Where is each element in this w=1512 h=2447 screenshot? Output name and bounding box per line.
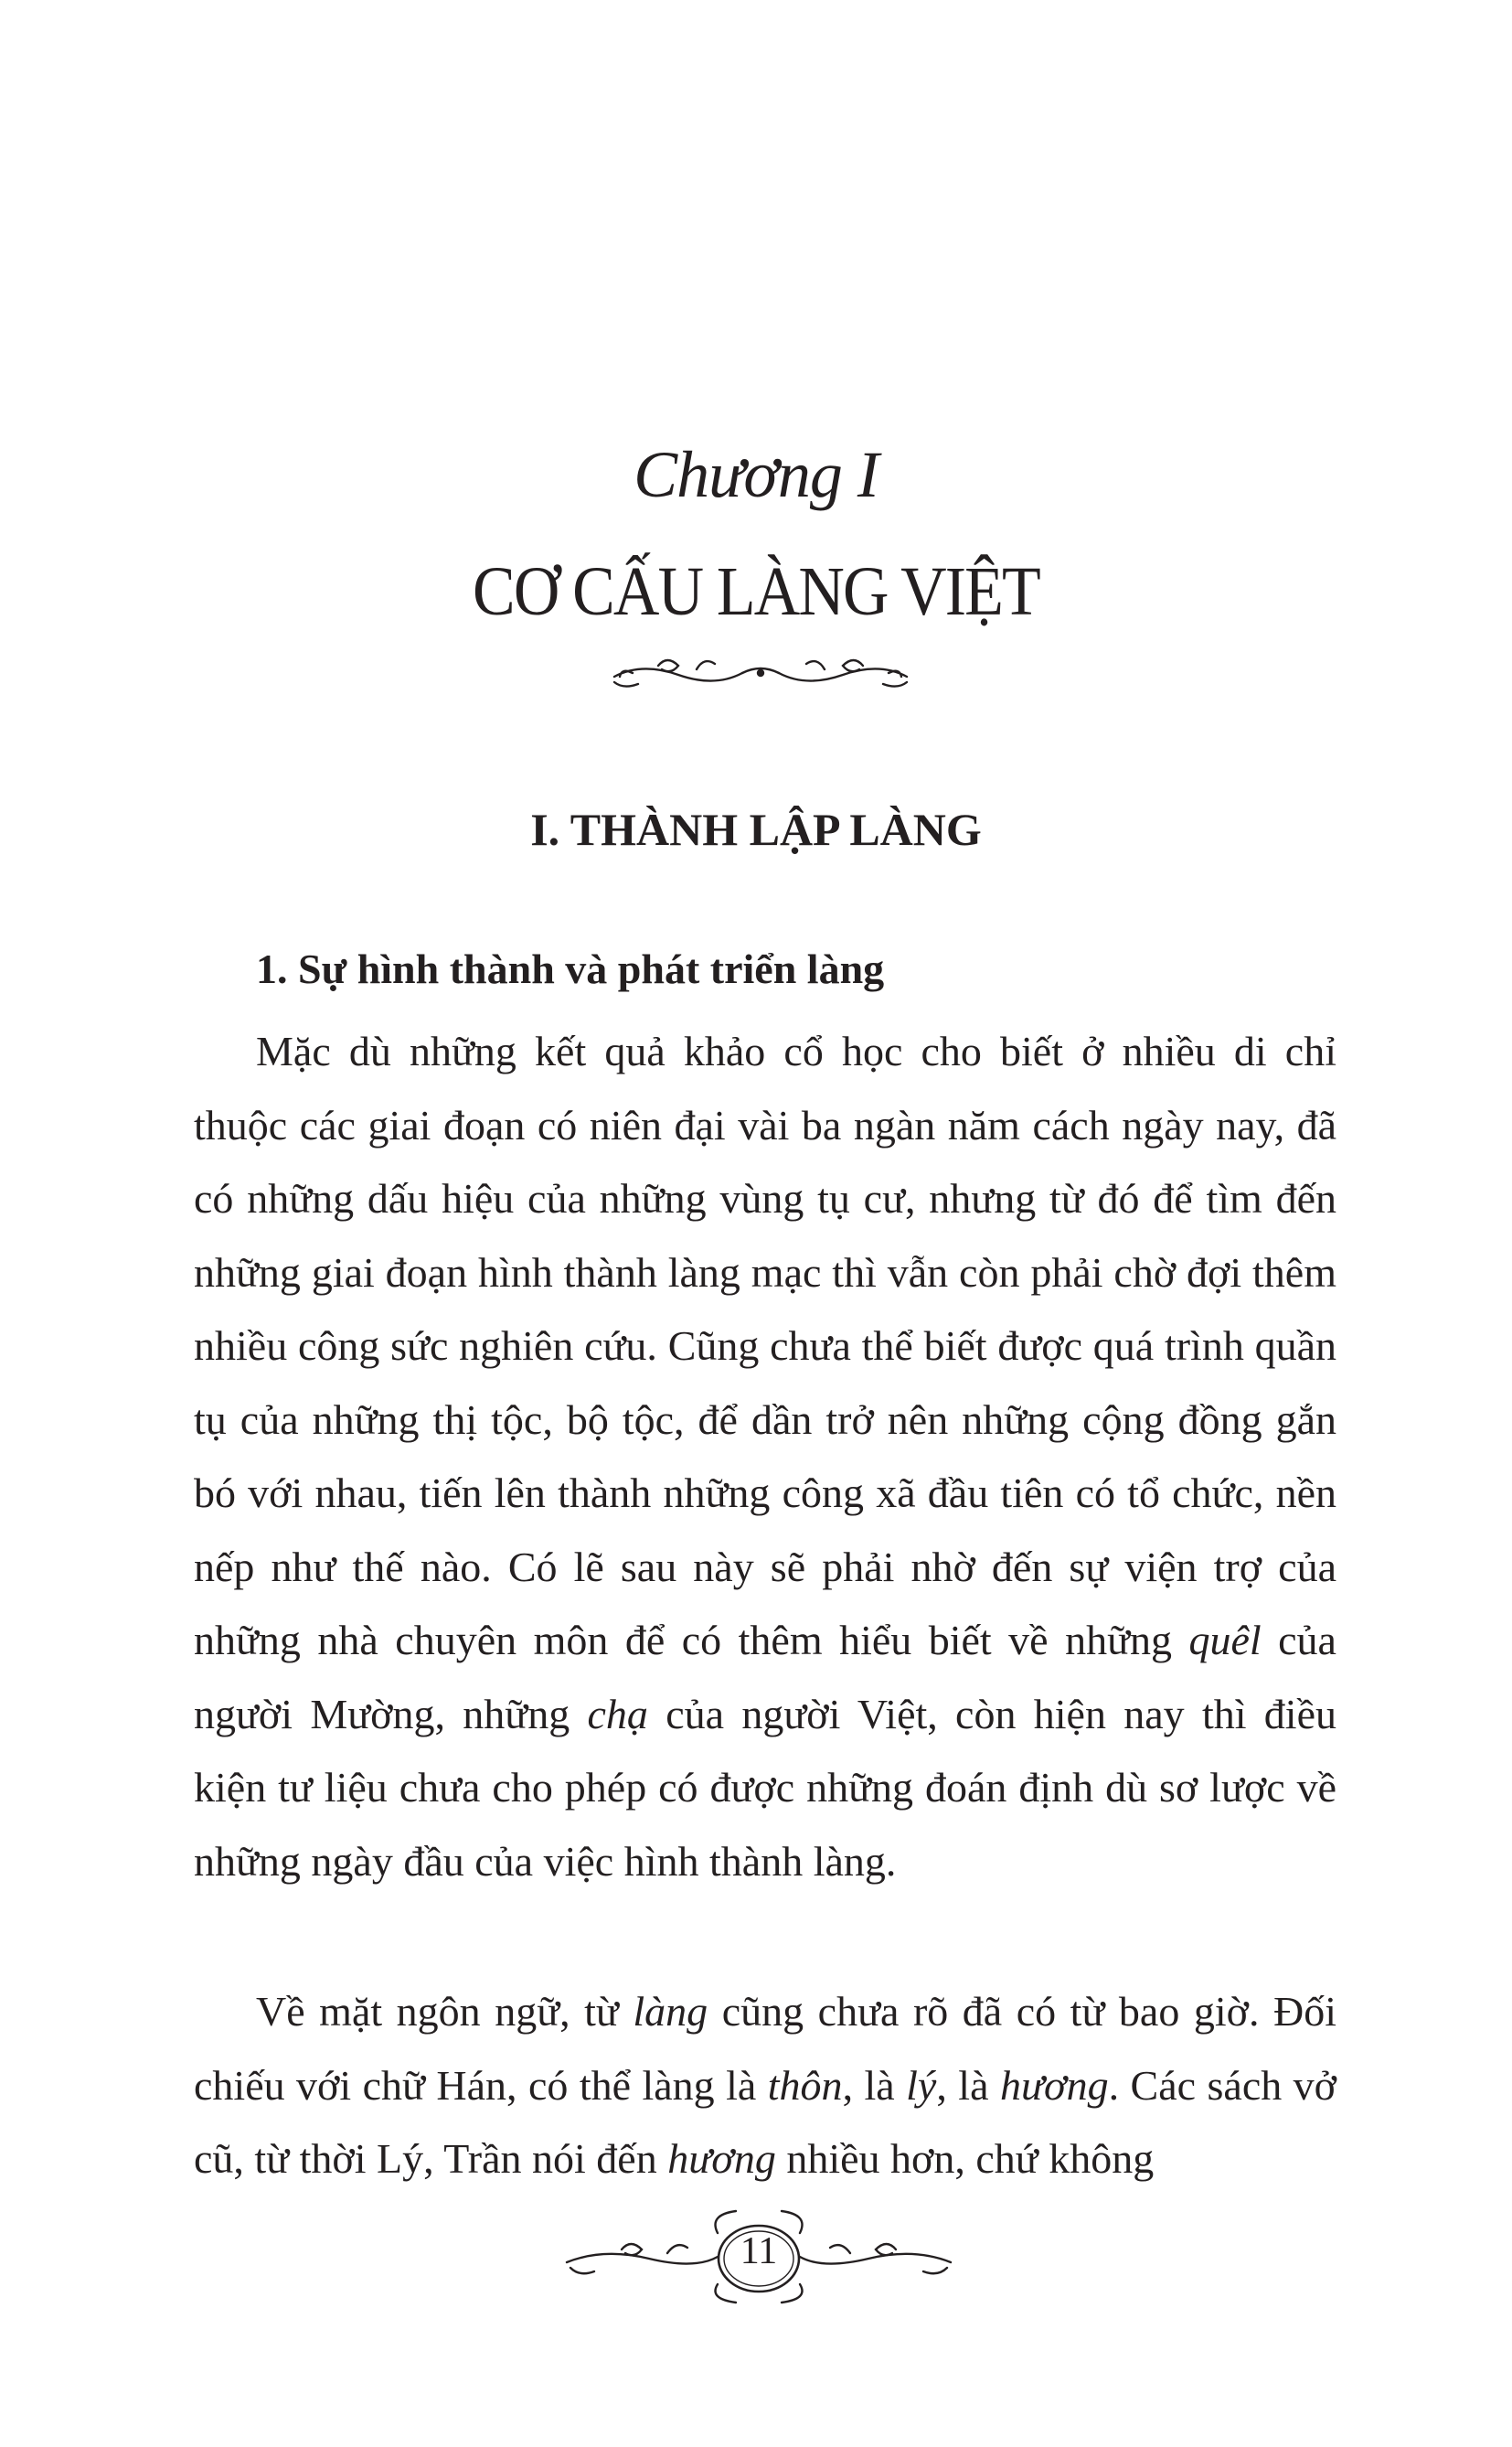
italic-term: hương — [999, 2061, 1109, 2109]
text-run: của người Mường, những — [194, 1617, 1336, 1737]
text-run: , là — [842, 2061, 907, 2109]
text-run: Mặc dù những kết quả khảo cổ học cho biết ở nhiều di chỉ thuộc các giai đoạn có niên đại vài ba ngàn năm cách ngày nay, đã có những dấu hiệu của những vùng tụ cư, nhưng từ đó để tìm đến những giai đoạn hình thành làng mạc thì vẫn còn phải chờ đợi thêm nhiều công sức nghiên cứu. Cũng chưa thể biết được quá trình quần tụ của những thị tộc, bộ tộc, để dần trở nên những cộng đồng gắn bó với nhau, tiến lên thành những công xã đầu tiên có tổ chức, nền nếp như thế nào. Có lẽ sau này sẽ phải nhờ đến sự viện trợ của những nhà chuyên môn để có thêm hiểu biết về những — [194, 1028, 1336, 1663]
subsection-heading: 1. Sự hình thành và phát triển làng — [256, 946, 885, 992]
italic-term: làng — [633, 1988, 708, 2035]
page-number: 11 — [740, 2230, 778, 2272]
text-run: cũng chưa rõ đã có từ bao giờ. Đối chiếu với chữ Hán, có thể làng là — [194, 1988, 1336, 2109]
italic-term: thôn — [767, 2061, 843, 2109]
body-paragraph — [194, 1015, 1336, 1898]
text-run: Về mặt ngôn ngữ, từ — [256, 1988, 634, 2035]
section-heading: I. THÀNH LẬP LÀNG — [530, 804, 982, 855]
chapter-divider-ornament — [605, 646, 916, 700]
text-run: nhiều hơn, chứ không — [775, 2135, 1155, 2182]
italic-term: quêl — [1188, 1617, 1262, 1663]
text-run: . Các sách vở cũ, từ thời Lý, Trần nói đến — [194, 2061, 1337, 2182]
italic-term: lý — [906, 2061, 937, 2109]
chapter-label: Chương I — [634, 438, 878, 511]
chapter-title: CƠ CẤU LÀNG VIỆT — [473, 553, 1039, 630]
text-run: của người Việt, còn hiện nay thì điều kiện tư liệu chưa cho phép có được những đoán định dù sơ lược về những ngày đầu của việc hình thành làng. — [194, 1690, 1336, 1885]
body-paragraph — [194, 1975, 1336, 2196]
text-run: , là — [936, 2061, 1000, 2109]
italic-term: chạ — [587, 1690, 648, 1737]
italic-term: hương — [667, 2135, 776, 2182]
